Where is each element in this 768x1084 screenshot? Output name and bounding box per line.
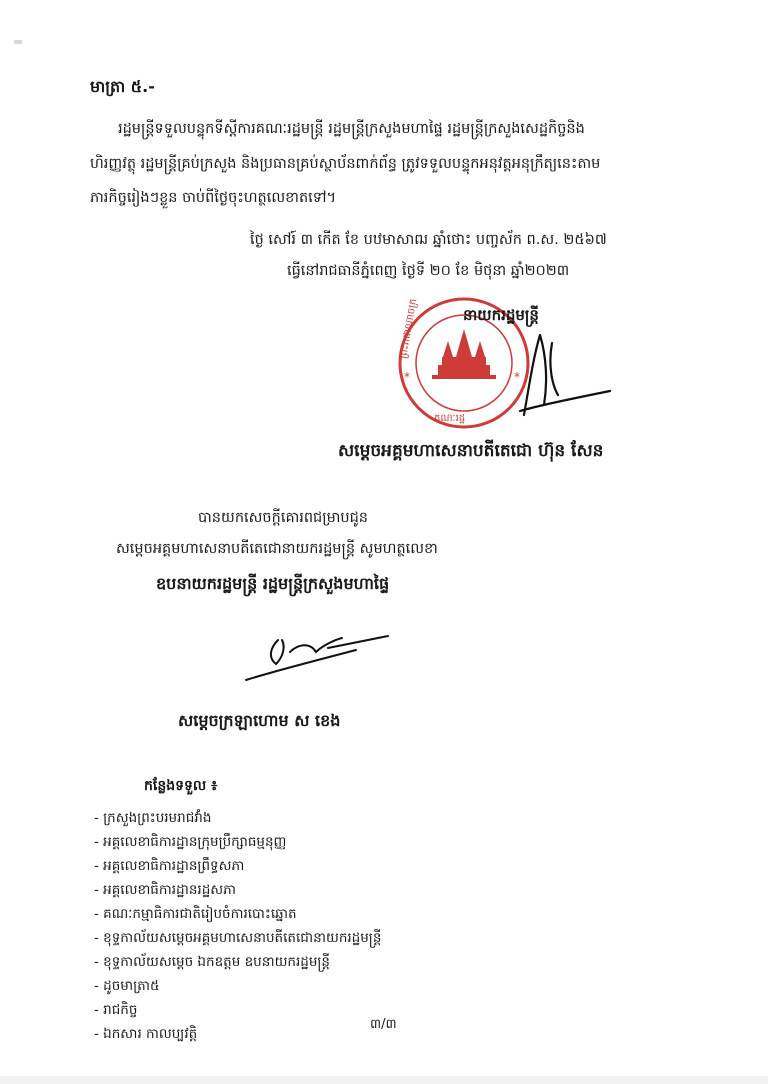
recipient-item: - ខុទ្ទកាល័យសម្តេច ឯកឧត្តម ឧបនាយករដ្ឋមន្ត្រី <box>94 954 330 970</box>
svg-text:*: * <box>404 370 410 384</box>
recipient-item: - ឯកសារ កាលប្បវត្តិ <box>94 1026 198 1042</box>
article-heading: មាត្រា ៥.- <box>90 77 155 96</box>
article-line-3: ភារកិច្ចរៀងៗខ្លួន ចាប់ពីថ្ងៃចុះហត្ថលេខាតទៅ។ <box>90 190 337 206</box>
recipient-item: - ខុទ្ទកាល័យសម្តេចអគ្គមហាសេនាបតីតេជោនាយករដ្ឋមន្ត្រី <box>94 930 382 946</box>
page-number: ៣/៣ <box>370 1017 397 1032</box>
recipient-list <box>94 806 381 1046</box>
solar-date: ធ្វើនៅរាជធានីភ្នំពេញ ថ្ងៃទី ២០ ខែ មិថុនា ឆ្នាំ២០២៣ <box>287 263 570 279</box>
angkor-temple-icon <box>432 329 496 379</box>
recipient-item: - ក្រសួងព្រះបរមរាជវាំង <box>94 810 212 826</box>
forwarding-line-2: សម្តេចអគ្គមហាសេនាបតីតេជោនាយករដ្ឋមន្ត្រី សូមហត្ថលេខា <box>116 541 438 557</box>
recipient-item: - រាជកិច្ច <box>94 1002 138 1018</box>
recipient-item: - ដូចមាត្រា៥ <box>94 978 160 994</box>
article-line-2: ហិរញ្ញវត្ថុ រដ្ឋមន្ត្រីគ្រប់ក្រសួង និងប្រធានគ្រប់ស្ថាប័នពាក់ព័ន្ធ ត្រូវទទួលបន្ទុកអនុវត្តអនុក្រឹត្យនេះតាម <box>90 156 601 172</box>
signatory-name: សម្តេចអគ្គមហាសេនាបតីតេជោ ហ៊ុន សែន <box>338 441 604 461</box>
svg-text:ព្រះរាជាណាចក្រ: ព្រះរាជាណាចក្រ <box>398 297 420 360</box>
deputy-name: សម្តេចក្រឡាហោម ស ខេង <box>178 711 341 730</box>
deputy-signature <box>238 618 398 688</box>
scan-speck <box>14 40 22 44</box>
recipient-item: - អគ្គលេខាធិការដ្ឋានក្រុមប្រឹក្សាធម្មនុញ្ញ <box>94 834 287 850</box>
signatory-title: នាយករដ្ឋមន្ត្រី <box>463 306 539 324</box>
prime-minister-signature <box>500 325 620 425</box>
deputy-title: ឧបនាយករដ្ឋមន្ត្រី រដ្ឋមន្ត្រីក្រសួងមហាផ្ទៃ <box>156 574 390 593</box>
recipient-item: - គណៈកម្មាធិការជាតិរៀបចំការបោះឆ្នោត <box>94 906 297 922</box>
forwarding-line-1: បានយកសេចក្តីគោរពជម្រាបជូន <box>198 510 368 526</box>
recipient-item: - អគ្គលេខាធិការដ្ឋានព្រឹទ្ធសភា <box>94 858 245 874</box>
recipients-heading: កន្លែងទទួល ៖ <box>144 778 218 794</box>
recipient-item: - អគ្គលេខាធិការដ្ឋានរដ្ឋសភា <box>94 882 236 898</box>
lunar-date: ថ្ងៃ សៅរ៍ ៣ កើត ខែ បឋមាសាឍ ឆ្នាំថោះ បញ្ចស័ក ព.ស. ២៥៦៧ <box>250 232 607 248</box>
article-line-1: រដ្ឋមន្ត្រីទទួលបន្ទុកទីស្តីការគណៈរដ្ឋមន្ត្រី រដ្ឋមន្ត្រីក្រសួងមហាផ្ទៃ រដ្ឋមន្ត្រីក្រសួងសេដ្ឋកិច្ចនិង <box>118 121 585 137</box>
scan-bottom-edge <box>0 1076 768 1084</box>
svg-text:គណៈរដ្ឋ: គណៈរដ្ឋ <box>434 413 466 424</box>
svg-text:*: * <box>514 370 520 384</box>
